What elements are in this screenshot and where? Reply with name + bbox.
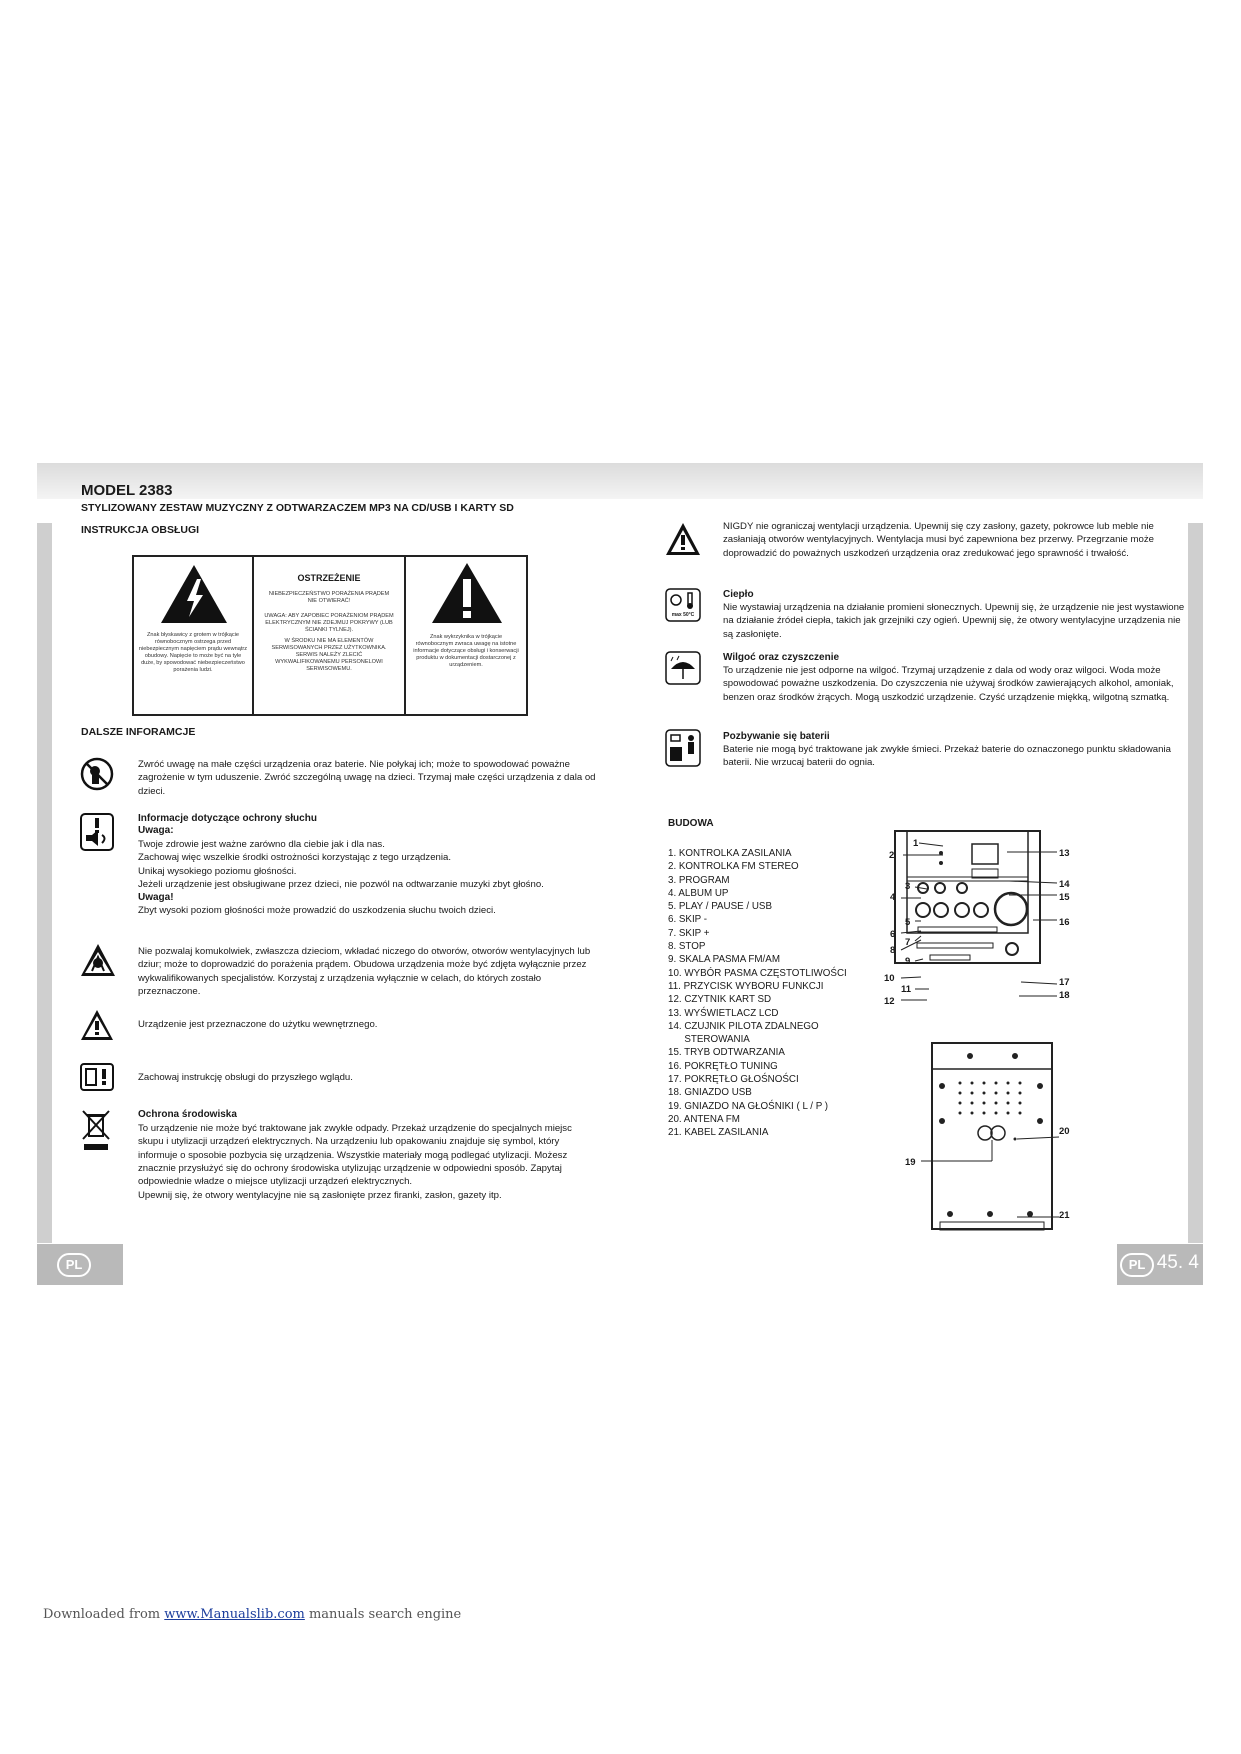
budowa-heading: BUDOWA	[668, 818, 714, 829]
warning-left-panel	[134, 557, 254, 714]
callout-1: 1	[913, 838, 919, 849]
warning-mid-panel	[254, 557, 406, 714]
list-item: 16. POKRĘTŁO TUNING	[668, 1060, 778, 1072]
callout-5: 5	[905, 917, 911, 928]
keep-manual-text: Zachowaj instrukcję obsługi do przyszłego wglądu.	[138, 1072, 353, 1083]
list-item: 8. STOP	[668, 941, 706, 953]
list-item: 10. WYBÓR PASMA CZĘSTOTLIWOŚCI	[668, 967, 847, 979]
callout-8: 8	[890, 945, 896, 956]
list-item: 11. PRZYCISK WYBORU FUNKCJI	[668, 980, 824, 992]
small-parts-text: Zwróć uwagę na małe części urządzenia oraz baterie. Nie połykaj ich; może to spowodować poważne zagrożenie w tym uduszenie. Zwróć szczególną uwagę na dzieci. Trzymaj małe części urządzenia z dala od dzieci.	[138, 759, 596, 797]
hearing-protection-icon	[80, 813, 114, 851]
list-item: 1. KONTROLKA ZASILANIA	[668, 848, 792, 859]
list-item: 20. ANTENA FM	[668, 1113, 740, 1125]
list-item: 18. GNIAZDO USB	[668, 1087, 752, 1099]
hearing-text	[138, 838, 598, 918]
callout-6: 6	[890, 929, 896, 940]
env-text-2: Upewnij się, że otwory wentylacyjne nie są zasłonięte przez firanki, zasłon, gazety itp.	[138, 1190, 502, 1201]
heat-icon-label: max 50°C	[671, 612, 695, 618]
list-item: 2. KONTROLKA FM STEREO	[668, 861, 799, 873]
download-suffix: manuals search engine	[308, 1607, 462, 1622]
hearing-line-5: Zbyt wysoki poziom głośności może prowadzić do uszkodzenia słuchu twoich dzieci.	[138, 905, 496, 917]
callout-20: 20	[1059, 1126, 1070, 1137]
hearing-line-2: Zachowaj więc wszelkie środki ostrożności korzystając z tego urządzenia.	[138, 852, 451, 864]
callout-13: 13	[1059, 848, 1070, 859]
list-item: 5. PLAY / PAUSE / USB	[668, 901, 773, 913]
callout-14: 14	[1059, 879, 1070, 890]
download-note	[43, 1607, 461, 1622]
lightning-triangle-icon	[159, 563, 229, 625]
callout-18: 18	[1059, 990, 1070, 1001]
callout-9: 9	[905, 956, 911, 967]
callout-15: 15	[1059, 892, 1070, 903]
callout-4: 4	[890, 892, 896, 903]
section-instructions: INSTRUKCJA OBSŁUGI	[81, 524, 200, 536]
warning-title: OSTRZEŻENIE	[297, 573, 361, 583]
electric-warning-box	[132, 555, 528, 716]
hearing-line-4: Jeżeli urządzenie jest obsługiwane przez dzieci, nie pozwól na odtwarzanie muzyki zbyt głośno.	[138, 878, 544, 890]
no-small-parts-icon	[80, 757, 114, 791]
list-item: 19. GNIAZDO NA GŁOŚNIKI ( L / P )	[668, 1100, 829, 1112]
callout-21: 21	[1059, 1210, 1070, 1221]
indoor-use-text: Urządzenie jest przeznaczone do użytku wewnętrznego.	[138, 1019, 378, 1030]
back-leader-lines	[917, 1128, 1062, 1223]
warning-do-not-open: NIE OTWIERAĆ!	[307, 598, 351, 604]
list-item: 15. TRYB ODTWARZANIA	[668, 1047, 785, 1059]
callout-11: 11	[901, 984, 912, 995]
list-item: 12. CZYTNIK KART SD	[668, 994, 772, 1006]
language-badge-left: PL	[57, 1253, 91, 1277]
exclamation-triangle-icon	[430, 561, 504, 625]
footer-left	[37, 1244, 123, 1285]
callout-2: 2	[889, 850, 895, 861]
callout-16: 16	[1059, 917, 1070, 928]
manualslib-link[interactable]: www.Manualslib.com	[164, 1607, 305, 1622]
left-margin-bar	[37, 523, 52, 1243]
list-item: 14. CZUJNIK PILOTA ZDALNEGO	[668, 1020, 819, 1032]
weee-bin-icon	[80, 1108, 112, 1152]
battery-text: Baterie nie mogą być traktowane jak zwykłe śmieci. Przekaż baterie do oznaczonego punktu składowania baterii. Nie wrzucaj baterii do ognia.	[723, 744, 1171, 769]
list-item: 7. SKIP +	[668, 927, 710, 939]
list-item: STEROWANIA	[668, 1034, 750, 1046]
language-badge-right: PL	[1120, 1253, 1154, 1277]
header-bar	[37, 463, 1203, 499]
electric-shock-triangle-icon	[80, 943, 116, 977]
callout-19: 19	[905, 1157, 916, 1168]
download-prefix: Downloaded from	[43, 1607, 161, 1622]
indoor-use-warning-icon	[80, 1009, 114, 1041]
ventilation-warning-icon	[665, 522, 701, 556]
list-item: 17. POKRĘTŁO GŁOŚNOŚCI	[668, 1074, 799, 1086]
callout-3: 3	[905, 881, 911, 892]
manual-book-icon	[80, 1063, 114, 1091]
callout-7: 7	[905, 937, 911, 948]
list-item: 21. KABEL ZASILANIA	[668, 1127, 769, 1139]
callout-12: 12	[884, 996, 895, 1007]
exclamation-explanation: Znak wykrzyknika w trójkącie równobocznym zwraca uwagę na istotne informacje dotyczące obsługi i konserwacji produktu w dokumentacji dostarczonej z urządzeniem.	[413, 634, 519, 668]
list-item: 3. PROGRAM	[668, 874, 730, 886]
warning-shock: NIEBEZPIECZEŃSTWO PORAŻENIA PRĄDEM	[268, 591, 390, 597]
hearing-line-3: Unikaj wysokiego poziomu głośności.	[138, 865, 297, 877]
footer-right	[1117, 1244, 1203, 1285]
env-title: Ochrona środowiska	[138, 1109, 237, 1120]
list-item: 13. WYŚWIETLACZ LCD	[668, 1007, 779, 1019]
heat-text: Nie wystawiaj urządzenia na działanie promieni słonecznych. Upewnij się, że urządzenie nie jest wystawione na działanie źródeł ciepła, takich jak grzejniki czy ogień. Upewnij się, że otwory wentylacyjne urządzenia nie są zasłonięte.	[723, 602, 1185, 640]
insert-objects-warning: Nie pozwalaj komukolwiek, zwłaszcza dzieciom, wkładać niczego do otworów, otworów wentylacyjnych lub dziur; może to doprowadzić do porażenia prądem. Obudowa urządzenia może być zdjęta wyłącznie przez wykwalifikowanych specjalistów. Korzystaj z urządzenia wyłącznie w celach, do których zostało przeznaczone.	[138, 946, 591, 997]
page-number: 45. 4	[1156, 1252, 1199, 1273]
warning-service-text: W ŚRODKU NIE MA ELEMENTÓW SERWISOWANYCH PRZEZ UŻYTKOWNIKA. SERWIS NALEŻY ZLECIĆ WYKWALIFIKOWANEMU PERSONELOWI SERWISOWEMU.	[271, 638, 387, 672]
list-item: 6. SKIP -	[668, 914, 708, 926]
hearing-title: Informacje dotyczące ochrony słuchu	[138, 813, 317, 824]
moisture-umbrella-icon	[665, 651, 701, 685]
product-subtitle: STYLIZOWANY ZESTAW MUZYCZNY Z ODTWARZACZEM MP3 NA CD/USB I KARTY SD	[81, 502, 514, 514]
list-item: 4. ALBUM UP	[668, 887, 729, 899]
moisture-text: To urządzenie nie jest odporne na wilgoć. Trzymaj urządzenie z dala od wody oraz wilgoci. Woda może spowodować poważne uszkodzenia. Do czyszczenia nie używaj środków zawierających alkohol, amoniak, benzen oraz środków żrących. Mogą uszkodzić urządzenie. Czyść urządzenie miękką, wilgotną szmatką.	[723, 665, 1174, 703]
parts-list	[668, 847, 847, 1140]
model-title: MODEL 2383	[81, 482, 173, 499]
ventilation-text: NIGDY nie ograniczaj wentylacji urządzenia. Upewnij się czy zasłony, gazety, pokrowce lub meble nie zasłaniają otworów wentylacyjnych. Wentylacja musi być zapewniona bez przerwy. Przegrzanie może doprowadzić do poważnych uszkodzeń urządzenia oraz zredukować jego sprawność i trwałość.	[723, 521, 1155, 559]
callout-10: 10	[884, 973, 895, 984]
hearing-uwaga: Uwaga:	[138, 825, 174, 836]
heat-title: Ciepło	[723, 589, 754, 600]
battery-disposal-icon	[665, 729, 701, 767]
battery-title: Pozbywanie się baterii	[723, 731, 830, 742]
hearing-uwaga-2: Uwaga!	[138, 892, 174, 904]
warning-caution-text: UWAGA: ABY ZAPOBIEC PORAŻENIOM PRĄDEM ELEKTRYCZNYM NIE ZDEJMUJ POKRYWY (LUB ŚCIANKI TYLNEJ).	[264, 613, 394, 633]
hearing-line-1: Twoje zdrowie jest ważne zarówno dla ciebie jak i dla nas.	[138, 839, 385, 850]
more-info-heading: DALSZE INFORAMCJE	[81, 726, 196, 738]
front-leader-lines	[899, 838, 1064, 1008]
list-item: 9. SKALA PASMA FM/AM	[668, 954, 780, 966]
env-text: To urządzenie nie może być traktowane jak zwykłe odpady. Przekaż urządzenie do specjalnych miejsc skupu i utylizacji urządzeń elektrycznych. Na urządzeniu lub opakowaniu znajduje się symbol, który informuje o sposobie pozbycia się urządzenia. Wszystkie materiały mogą podlegać utylizacji. Możesz znacznie przysłużyć się do ochrony środowiska utylizując urządzenie w odpowiedni sposób. Zapytaj odpowiednie władze o miejsce utylizacji urządzeń elektrycznych.	[138, 1123, 572, 1188]
moisture-title: Wilgoć oraz czyszczenie	[723, 652, 840, 663]
warning-right-panel	[406, 557, 526, 714]
right-margin-bar	[1188, 523, 1203, 1243]
callout-17: 17	[1059, 977, 1070, 988]
lightning-explanation: Znak błyskawicy z grotem w trójkącie równobocznym ostrzega przed niebezpiecznym napięciem prądu wewnątrz obudowy. Napięcie to może być na tyle duże, by spowodować niebezpieczeństwo porażenia ludzi.	[138, 632, 248, 673]
manual-spread	[37, 463, 1203, 1298]
